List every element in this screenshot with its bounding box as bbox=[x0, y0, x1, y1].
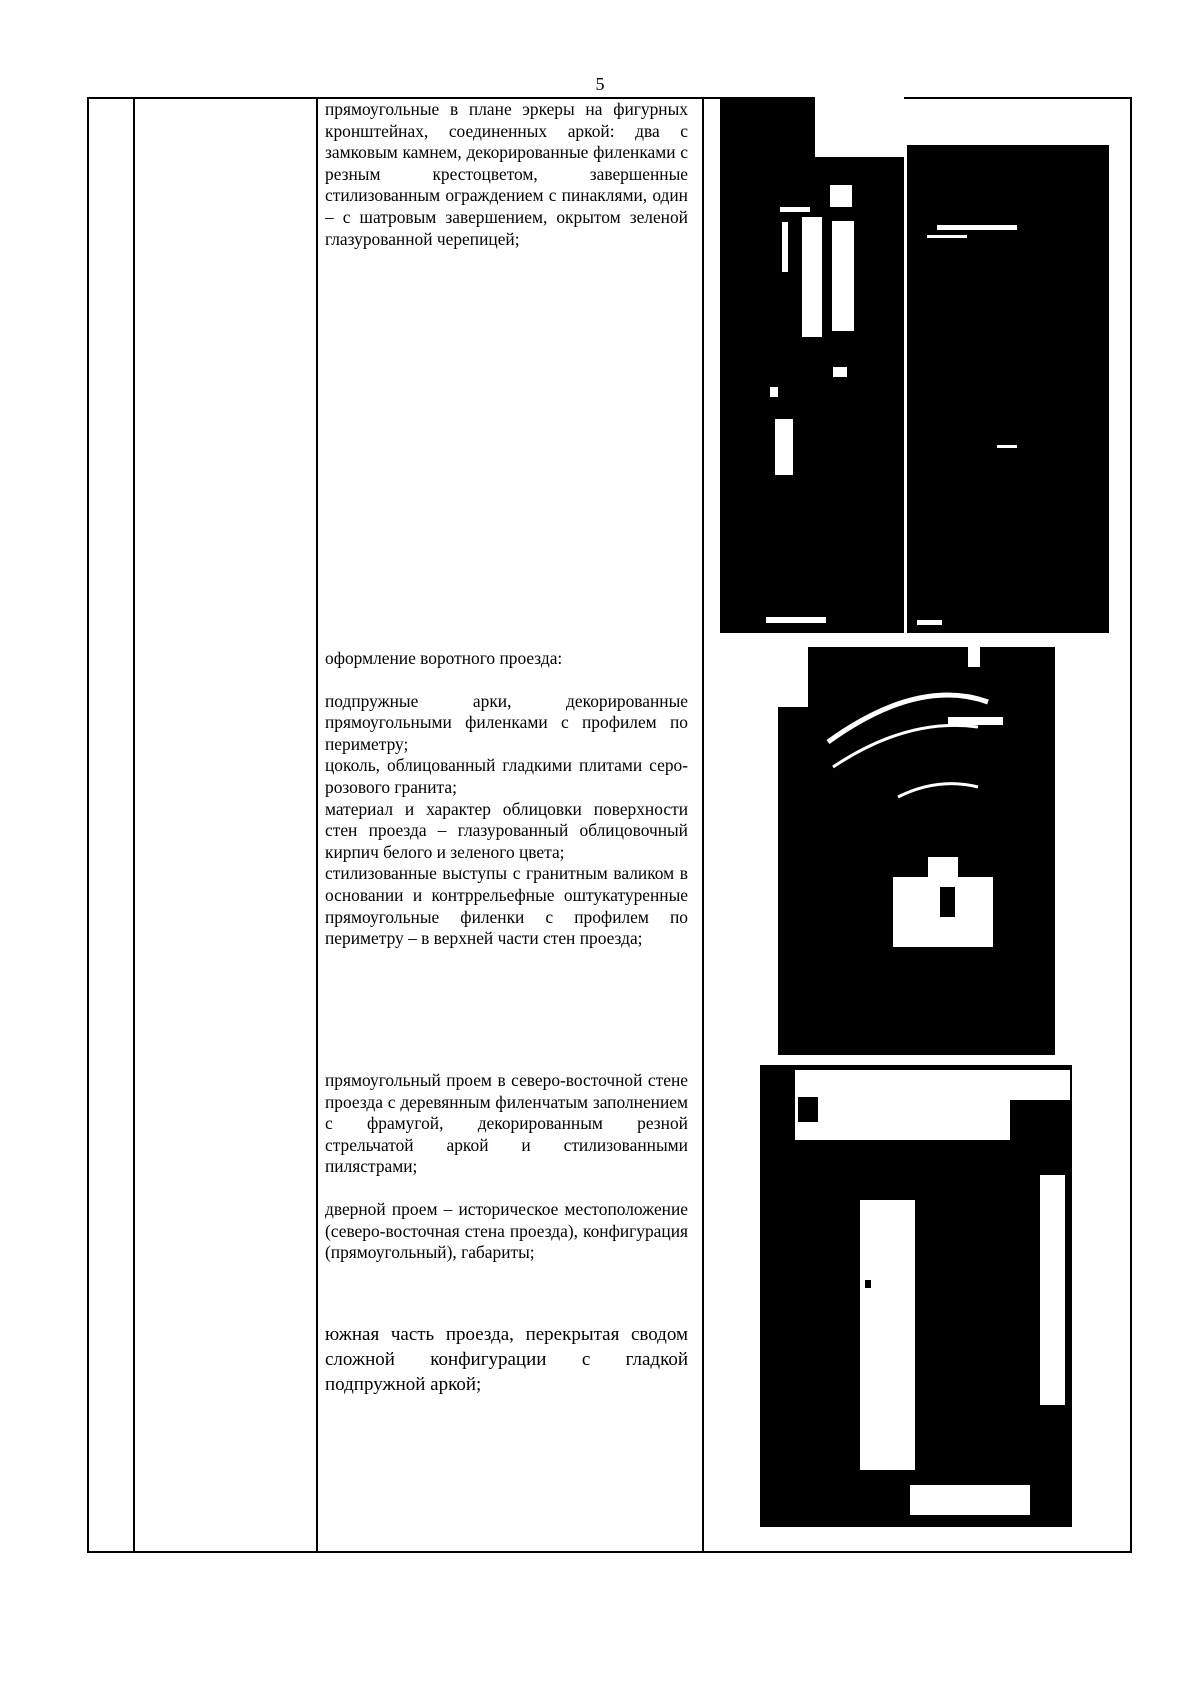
photo-bay-window-left bbox=[720, 97, 904, 633]
photo-bay-window-right bbox=[907, 145, 1109, 633]
text-bay-windows: прямоугольные в плане эркеры на фигурных кронштейнах, соединенных аркой: два с замковым камнем, декорированные филенками с резным крестоцветом, завершенные стилизованным ограждением с пинаклями, один – с шатровым завершением, окрытом зеленой глазурованной черепицей; bbox=[325, 99, 688, 249]
column-divider-1 bbox=[133, 99, 135, 1551]
photo-gate-passage-graphic bbox=[778, 647, 1055, 1055]
gate-projections-text: стилизованные выступы с гранитным валиком в основании и контррельефные оштукатуренные прямоугольные филенки с профилем по периметру – в верхней части стен проезда; bbox=[325, 863, 688, 949]
photo-bay-window-left-graphic bbox=[720, 97, 904, 633]
column-divider-3 bbox=[702, 99, 704, 1551]
photo-bay-window-right-graphic bbox=[907, 145, 1109, 633]
text-gate bbox=[325, 648, 688, 950]
photo-door-opening bbox=[760, 1065, 1072, 1527]
page-number: 5 bbox=[595, 74, 605, 94]
gate-walls-text: материал и характер облицовки поверхности стен проезда – глазурованный облицовочный кирпич белого и зеленого цвета; bbox=[325, 798, 688, 862]
gate-arches-text: подпружные арки, декорированные прямоугольными филенками с профилем по периметру; bbox=[325, 690, 688, 754]
text-south-part: южная часть проезда, перекрытая сводом сложной конфигурации с гладкой подпружной аркой; bbox=[325, 1324, 688, 1395]
photo-door-opening-graphic bbox=[760, 1065, 1072, 1527]
text-openings bbox=[325, 1070, 688, 1264]
column-divider-2 bbox=[316, 99, 318, 1551]
photo-gate-passage bbox=[778, 647, 1055, 1055]
gate-plinth-text: цоколь, облицованный гладкими плитами серо-розового гранита; bbox=[325, 755, 688, 797]
opening-door-text: дверной проем – историческое местоположение (северо-восточная стена проезда), конфигурация (прямоугольный), габариты; bbox=[325, 1198, 688, 1263]
gate-title: оформление воротного проезда: bbox=[325, 648, 563, 668]
opening-rect-text: прямоугольный проем в северо-восточной стене проезда с деревянным филенчатым заполнением с фрамугой, декорированным резной стрельчатой аркой и стилизованными пилястрами; bbox=[325, 1070, 688, 1177]
